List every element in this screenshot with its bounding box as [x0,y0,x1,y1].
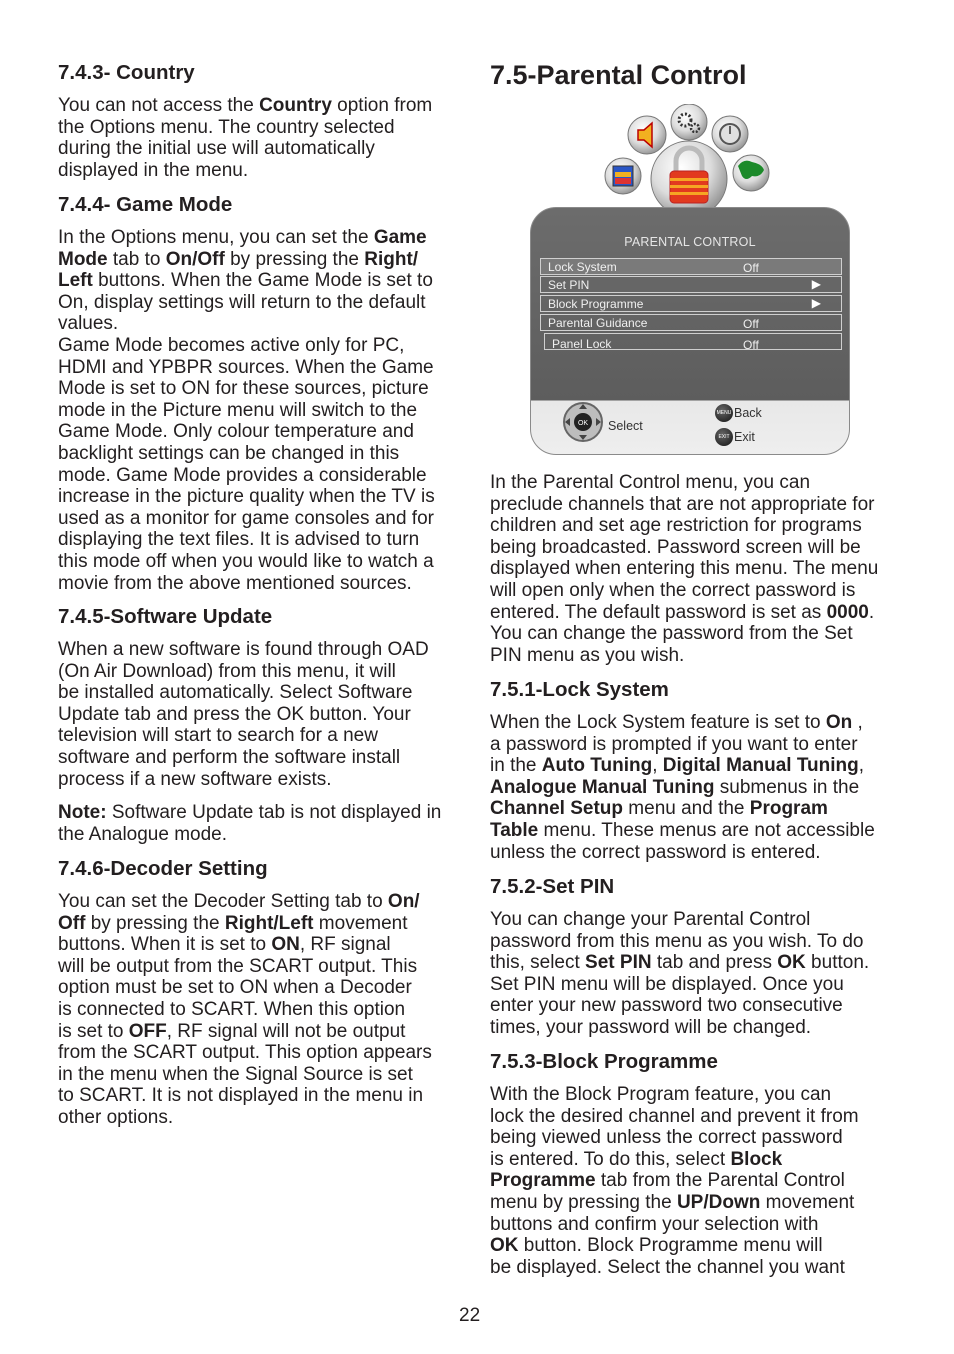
heading-block-programme: 7.5.3-Block Programme [490,1050,718,1073]
bold-text: 0000 [826,601,869,623]
text-line: is connected to SCART. When this option [58,998,406,1020]
text-line: children and set age restriction for programs [490,515,862,537]
text-line: software and perform the software install [58,746,401,768]
text-line: displaying the text files. It is advised to turn [58,529,420,551]
bold-text: On/Off [165,248,225,270]
bold-text: Left [58,270,93,292]
text-line: Game Mode becomes active only for PC, [58,334,405,356]
bold-text: On [825,712,853,733]
menu-title: PARENTAL CONTROL [624,235,756,249]
bold-text: Auto Tuning [541,755,653,777]
text-line: You can not access the Country option from [58,95,433,116]
back-label: Back [734,406,762,420]
text-line: preclude channels that are not appropriate for [490,493,875,515]
text-line: enter your new password two consecutive [490,995,843,1017]
text-line: be displayed. Select the channel you want [490,1256,845,1278]
text-line: Note: Software Update tab is not displayed in [58,802,442,823]
bold-text: Programme [490,1170,596,1192]
settings-icon [671,104,707,140]
text-line: Left buttons. When the Game Mode is set to [58,270,433,292]
text-line: Mode tab to On/Off by pressing the Right/ [58,248,419,270]
menu-row-value: Off [743,261,759,275]
menu-row-label: Set PIN [548,278,590,292]
text-line: television will start to search for a new [58,725,378,747]
text-line: mode in the Picture menu will switch to the [58,399,418,421]
bold-text: Note: [58,802,107,823]
exit-button-icon: EXIT [715,428,733,446]
menu-row-label: Block Programme [548,297,644,311]
text-line: this mode off when you would like to watch a [58,550,434,572]
text-line: is set to OFF, RF signal will not be output [58,1020,406,1042]
text-line: unless the correct password is entered. [490,841,821,863]
text-line: the Analogue mode. [58,823,228,845]
text-line: HDMI and YPBPR sources. When the Game [58,356,434,378]
text-line: process if a new software exists. [58,768,332,790]
text-line: Mode is set to ON for these sources, picture [58,378,429,400]
paragraph-country [58,95,432,181]
text-line: is entered. To do this, select Block [490,1148,783,1170]
text-line: will be output from the SCART output. This [58,955,418,977]
bold-text: Right/ [364,248,419,270]
paragraph-decoder-setting [58,891,432,1129]
arrow-right-icon: ▶ [811,277,821,291]
text-line: Analogue Manual Tuning submenus in the [490,776,860,798]
paragraph-note [58,802,441,845]
text-line: On, display settings will return to the default [58,291,426,313]
sound-icon [628,116,666,154]
bold-text: UP/Down [676,1191,761,1213]
text-line: be installed automatically. Select Software [58,682,413,704]
paragraph-lock-system [490,712,875,863]
text-line: OK button. Block Programme menu will [490,1235,823,1257]
heading-country: 7.4.3- Country [58,61,195,84]
source-icon [733,155,769,191]
text-line: Off by pressing the Right/Left movement [58,912,408,934]
menu-row-parental-guidance[interactable] [540,314,842,331]
text-line: Table menu. These menus are not accessible [490,819,875,841]
heading-set-pin: 7.5.2-Set PIN [490,875,615,898]
text-line: When a new software is found through OAD [58,639,429,660]
paragraph-parental-intro [490,472,878,666]
menu-row-value: Off [743,317,759,331]
text-line: being viewed unless the correct password [490,1127,843,1149]
text-line: the Options menu. The country selected [58,116,395,138]
text-line: increase in the picture quality when the TV is [58,486,435,508]
text-line: used as a monitor for game consoles and for [58,507,434,529]
bold-text: Game [373,227,427,248]
text-line: mode. Game Mode provides a considerable [58,464,427,486]
text-line: Programme tab from the Parental Control [490,1170,845,1192]
text-line: from the SCART output. This option appears [58,1042,432,1064]
heading-lock-system: 7.5.1-Lock System [490,678,669,701]
text-line: times, your password will be changed. [490,1016,812,1038]
text-line: displayed in the menu. [58,159,249,181]
text-line: You can change your Parental Control [490,909,811,930]
text-line: When the Lock System feature is set to On , [490,712,863,733]
bold-text: Set PIN [585,952,652,974]
text-line: You can set the Decoder Setting tab to On/ [58,891,420,912]
text-line: In the Options menu, you can set the Game [58,227,427,248]
arrow-right-icon: ▶ [811,296,821,310]
navigation-pad-icon [562,401,608,443]
text-line: With the Block Program feature, you can [490,1084,832,1105]
bold-text: Right/Left [224,912,314,934]
bold-text: Mode [58,248,108,270]
text-line: You can change the password from the Set [490,623,853,645]
bold-text: Block [730,1148,783,1170]
text-line: buttons. When it is set to ON, RF signal [58,934,391,956]
text-line: Update tab and press the OK button. Your [58,703,411,725]
bold-text: Digital Manual Tuning [662,755,859,777]
heading-parental-control: 7.5-Parental Control [490,60,747,90]
menu-row-value: Off [743,338,759,352]
parental-control-menu-figure [530,104,852,456]
text-line: a password is prompted if you want to enter [490,733,858,755]
menu-row-block-programme[interactable] [540,295,842,312]
menu-row-label: Panel Lock [552,337,612,351]
bold-text: OK [777,952,806,974]
text-line: password from this menu as you wish. To do [490,930,864,952]
menu-button-icon: MENU [715,404,733,422]
page-number: 22 [459,1305,481,1326]
exit-label: Exit [734,430,755,444]
bold-text: Program [749,798,828,820]
text-line: in the menu when the Signal Source is set [58,1063,413,1085]
text-line: movie from the above mentioned sources. [58,572,412,594]
menu-row-lock-system[interactable] [540,258,842,275]
heading-software-update: 7.4.5-Software Update [58,605,273,628]
text-line: Set PIN menu will be displayed. Once you [490,973,844,995]
text-line: in the Auto Tuning, Digital Manual Tuning, [490,755,865,777]
text-line: (On Air Download) from this menu, it will [58,660,396,682]
text-line: values. [58,313,119,335]
parental-lock-icon [651,141,727,217]
menu-row-label: Parental Guidance [548,316,648,330]
heading-decoder-setting: 7.4.6-Decoder Setting [58,857,268,880]
bold-text: Channel Setup [490,798,624,820]
paragraph-software-update [58,639,429,790]
paragraph-game-mode [58,227,435,594]
paragraph-set-pin [490,909,869,1039]
bold-text: Off [58,912,86,934]
text-line: buttons and confirm your selection with [490,1213,819,1235]
text-line: Channel Setup menu and the Program [490,798,828,820]
text-line: displayed when entering this menu. The menu [490,558,879,580]
text-line: backlight settings can be changed in this [58,442,400,464]
text-line: PIN menu as you wish. [490,644,685,666]
heading-game-mode: 7.4.4- Game Mode [58,193,233,216]
timer-icon [712,116,748,152]
bold-text: OK [490,1235,519,1257]
select-label: Select [608,419,643,433]
text-line: other options. [58,1106,174,1128]
text-line: will open only when the correct password is [490,579,856,601]
text-line: In the Parental Control menu, you can [490,472,811,493]
menu-row-panel-lock[interactable] [544,333,842,350]
text-line: being broadcasted. Password screen will be [490,536,861,558]
bold-text: ON [271,934,300,956]
picture-icon [605,158,641,194]
bold-text: Country [259,95,332,116]
menu-row-set-pin[interactable] [540,276,842,293]
text-line: to SCART. It is not displayed in the menu in [58,1085,424,1107]
menu-row-label: Lock System [548,260,617,274]
text-line: during the initial use will automatically [58,138,375,160]
bold-text: Analogue Manual Tuning [490,776,715,798]
ok-button-text: OK [577,420,589,427]
bold-text: OFF [128,1020,167,1042]
text-line: Game Mode. Only colour temperature and [58,421,414,443]
bold-text: On/ [387,891,420,912]
text-line: lock the desired channel and prevent it from [490,1105,859,1127]
text-line: entered. The default password is set as 0000. [490,601,875,623]
bold-text: Table [490,819,539,841]
text-line: option must be set to ON when a Decoder [58,977,412,999]
text-line: this, select Set PIN tab and press OK button. [490,952,870,974]
text-line: menu by pressing the UP/Down movement [490,1191,855,1213]
paragraph-block-programme [490,1084,859,1278]
